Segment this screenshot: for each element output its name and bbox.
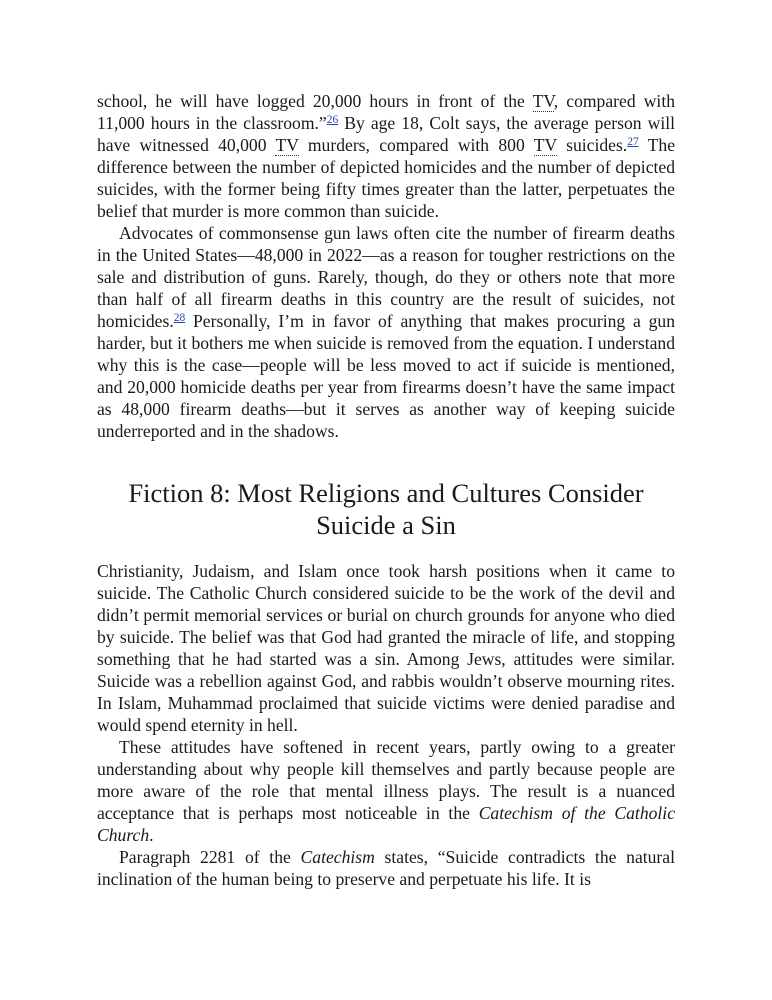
text: school, he will have logged 20,000 hours in front of the	[97, 91, 533, 111]
text: Personally, I’m in favor of anything that makes procuring a gun harder, but it bothers me when suicide is removed from the equation. I understand why this is the case—people will be less moved to act if suicide is mentioned, and 20,000 homicide deaths per year from firearms doesn’t have the same impact as 48,000 firearm deaths—but it serves as another way of keeping suicide underreported and in the shadows.	[97, 311, 675, 441]
text: states, “Suicide contradicts the natural inclination of the human being to preserve and perpetuate his life. It is	[97, 847, 675, 889]
text: By age 18, Colt says, the average person will have witnessed 40,000	[97, 113, 675, 155]
page-body	[97, 90, 675, 890]
text: murders, compared with 800	[298, 135, 534, 155]
footnote-link-26[interactable]: 26	[326, 114, 339, 126]
text: These attitudes have softened in recent years, partly owing to a greater understanding about why people kill themselves and partly because people are more aware of the role that mental illness plays. The result is a nuanced acceptance that is perhaps most noticeable in the	[97, 737, 675, 823]
footnote-link-27[interactable]: 27	[627, 136, 639, 148]
catechism-title: Catechism of the Catholic Church	[97, 803, 675, 845]
tv-abbreviation: TV	[532, 91, 554, 111]
section-heading: Fiction 8: Most Religions and Cultures Consider Suicide a Sin	[128, 478, 644, 540]
text: Advocates of commonsense gun laws often cite the number of firearm deaths in the United States—48,000 in 2022—as a reason for tougher restrictions on the sale and distribution of guns. Rarely, though, do they or others note that more than half of all firearm deaths in this country are the result of suicides, not homicides.	[97, 223, 675, 331]
catechism-title: Catechism	[300, 847, 375, 867]
paragraph-gun-laws	[97, 222, 675, 442]
tv-abbreviation: TV	[275, 135, 299, 155]
text: , compared with 11,000 hours in the classroom.”	[97, 91, 675, 133]
text: suicides.	[556, 135, 628, 155]
paragraph-tv-statistics	[97, 90, 675, 222]
paragraph-softened-attitudes	[97, 736, 675, 846]
paragraph-catechism-quote	[97, 846, 675, 890]
text: Paragraph 2281 of the	[119, 847, 301, 867]
text: .	[149, 825, 154, 845]
tv-abbreviation: TV	[533, 135, 557, 155]
text: The difference between the number of depicted homicides and the number of depicted suicides, with the former being fifty times greater than the latter, perpetuates the belief that murder is more common than suicide.	[97, 135, 676, 221]
paragraph-religions: Christianity, Judaism, and Islam once took harsh positions when it came to suicide. The Catholic Church considered suicide to be the work of the devil and didn’t permit memorial services or burial on church grounds for anyone who died by suicide. The belief was that God had granted the miracle of life, and stopping something that he had started was a sin. Among Jews, attitudes were similar. Suicide was a rebellion against God, and rabbis wouldn’t observe mourning rites. In Islam, Muhammad proclaimed that suicide victims were denied paradise and would spend eternity in hell.	[97, 561, 675, 735]
footnote-link-28[interactable]: 28	[173, 312, 186, 324]
